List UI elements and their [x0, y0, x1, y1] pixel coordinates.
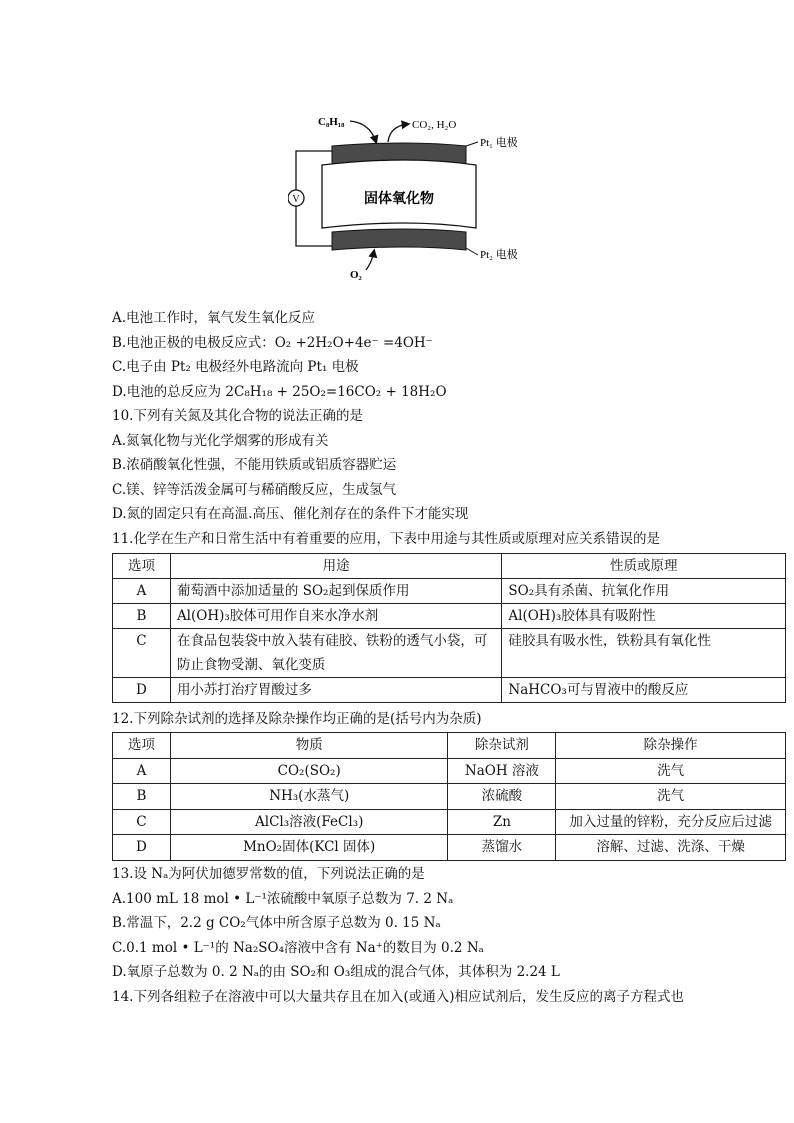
q10-stem: 10.下列有关氮及其化合物的说法正确的是 — [112, 408, 363, 424]
table-cell: D — [113, 835, 171, 861]
q13-option-d: D.氧原子总数为 0. 2 Nₐ的由 SO₂和 O₃组成的混合气体，其体积为 2.24 L — [112, 964, 560, 980]
table-cell: A — [113, 579, 171, 604]
table-row — [113, 629, 786, 678]
table-row — [113, 809, 786, 835]
table-cell: B — [113, 604, 171, 629]
pt2-electrode-label: Pt₂ 电极 — [480, 249, 518, 261]
table-cell: 硅胶具有吸水性，铁粉具有氧化性 — [502, 629, 786, 678]
q12-stem-block — [112, 707, 482, 732]
table-cell: 洗气 — [556, 784, 786, 810]
oxygen-in-label: O₂ — [350, 269, 362, 281]
table-row — [113, 604, 786, 629]
table-cell: C — [113, 629, 171, 678]
table-header-row — [113, 733, 786, 759]
table-cell: NaHCO₃可与胃液中的酸反应 — [502, 678, 786, 703]
table-row — [113, 758, 786, 784]
q12-table — [112, 732, 786, 861]
table-header: 选项 — [113, 733, 171, 759]
table-cell: Al(OH)₃胶体可用作自来水净水剂 — [170, 604, 501, 629]
q13-option-a: A.100 mL 18 mol • L⁻¹浓硫酸中氧原子总数为 7. 2 Nₐ — [112, 890, 454, 907]
table-header: 除杂试剂 — [448, 733, 556, 759]
q14-stem: 14.下列各组粒子在溶液中可以大量共存且在加入(或通入)相应试剂后，发生反应的离子方程式也 — [112, 988, 685, 1005]
table-cell: 洗气 — [556, 758, 786, 784]
table-header-row — [113, 554, 786, 579]
table-cell: C — [113, 809, 171, 835]
table-header: 用途 — [170, 554, 501, 579]
table-cell: A — [113, 758, 171, 784]
table-cell: Zn — [448, 809, 556, 835]
table-cell: 蒸馏水 — [448, 835, 556, 861]
table-cell: 在食品包装袋中放入装有硅胶、铁粉的透气小袋，可防止食物受潮、氧化变质 — [170, 629, 501, 678]
q13-option-c: C.0.1 mol • L⁻¹的 Na₂SO₄溶液中含有 Na⁺的数目为 0.2 Nₐ — [112, 939, 484, 956]
q10-option-c: C.镁、锌等活泼金属可与稀硝酸反应，生成氢气 — [112, 481, 397, 498]
table-cell: AlCl₃溶液(FeCl₃) — [170, 809, 448, 835]
table-cell: Al(OH)₃胶体具有吸附性 — [502, 604, 786, 629]
table-row — [113, 678, 786, 703]
table-cell: 溶解、过滤、洗涤、干燥 — [556, 835, 786, 861]
table-row — [113, 835, 786, 861]
table-cell: SO₂具有杀菌、抗氧化作用 — [502, 579, 786, 604]
q12-stem: 12.下列除杂试剂的选择及除杂操作均正确的是(括号内为杂质) — [112, 711, 482, 727]
table-cell: NH₃(水蒸气) — [170, 784, 448, 810]
table-row — [113, 579, 786, 604]
q9-option-c: C.电子由 Pt₂ 电极经外电路流向 Pt₁ 电极 — [112, 359, 359, 375]
fuel-in-arrow — [350, 121, 376, 142]
table-cell: CO₂(SO₂) — [170, 758, 448, 784]
q9-option-d: D.电池的总反应为 2C₈H₁₈ + 25O₂=16CO₂ + 18H₂O — [112, 383, 447, 400]
table-cell: MnO₂固体(KCl 固体) — [170, 835, 448, 861]
table-cell: 浓硫酸 — [448, 784, 556, 810]
oxygen-in-arrow — [366, 251, 374, 270]
electrolyte-label: 固体氧化物 — [364, 191, 434, 207]
q10-option-d: D.氮的固定只有在高温.高压、催化剂存在的条件下才能实现 — [112, 506, 469, 522]
table-cell: NaOH 溶液 — [448, 758, 556, 784]
q10-option-b: B.浓硝酸氧化性强，不能用铁质或铝质容器贮运 — [112, 457, 397, 473]
table-header: 性质或原理 — [502, 554, 786, 579]
products-out-label: CO₂, H₂O — [412, 119, 457, 131]
q9-q10-block — [112, 306, 660, 551]
bottom-electrode — [332, 229, 466, 250]
voltmeter-label: V — [292, 194, 300, 205]
table-cell: 葡萄酒中添加适量的 SO₂起到保质作用 — [170, 579, 501, 604]
table-cell: D — [113, 678, 171, 703]
q13-option-b: B.常温下，2.2 g CO₂气体中所含原子总数为 0. 15 Nₐ — [112, 915, 441, 931]
q10-option-a: A.氮氧化物与光化学烟雾的形成有关 — [112, 432, 329, 449]
q13-stem: 13.设 Nₐ为阿伏加德罗常数的值，下列说法正确的是 — [112, 866, 425, 882]
table-header: 选项 — [113, 554, 171, 579]
q9-option-b: B.电池正极的电极反应式：O₂ +2H₂O+4e⁻ =4OH⁻ — [112, 334, 433, 351]
table-cell: 加入过量的锌粉，充分反应后过滤 — [556, 809, 786, 835]
fuel-cell-diagram — [288, 108, 538, 286]
table-cell: B — [113, 784, 171, 810]
table-cell: 用小苏打治疗胃酸过多 — [170, 678, 501, 703]
q13-q14-block — [112, 862, 684, 1009]
q9-option-a: A.电池工作时，氧气发生氧化反应 — [112, 310, 316, 326]
products-out-arrow — [388, 124, 408, 142]
table-row — [113, 784, 786, 810]
fuel-in-label: C₈H₁₈ — [318, 116, 345, 128]
q11-stem: 11.化学在生产和日常生活中有着重要的应用，下表中用途与其性质或原理对应关系错误的是 — [112, 530, 660, 547]
pt1-electrode-label: Pt₁ 电极 — [480, 137, 518, 149]
q11-table — [112, 553, 786, 703]
table-header: 除杂操作 — [556, 733, 786, 759]
table-header: 物质 — [170, 733, 448, 759]
